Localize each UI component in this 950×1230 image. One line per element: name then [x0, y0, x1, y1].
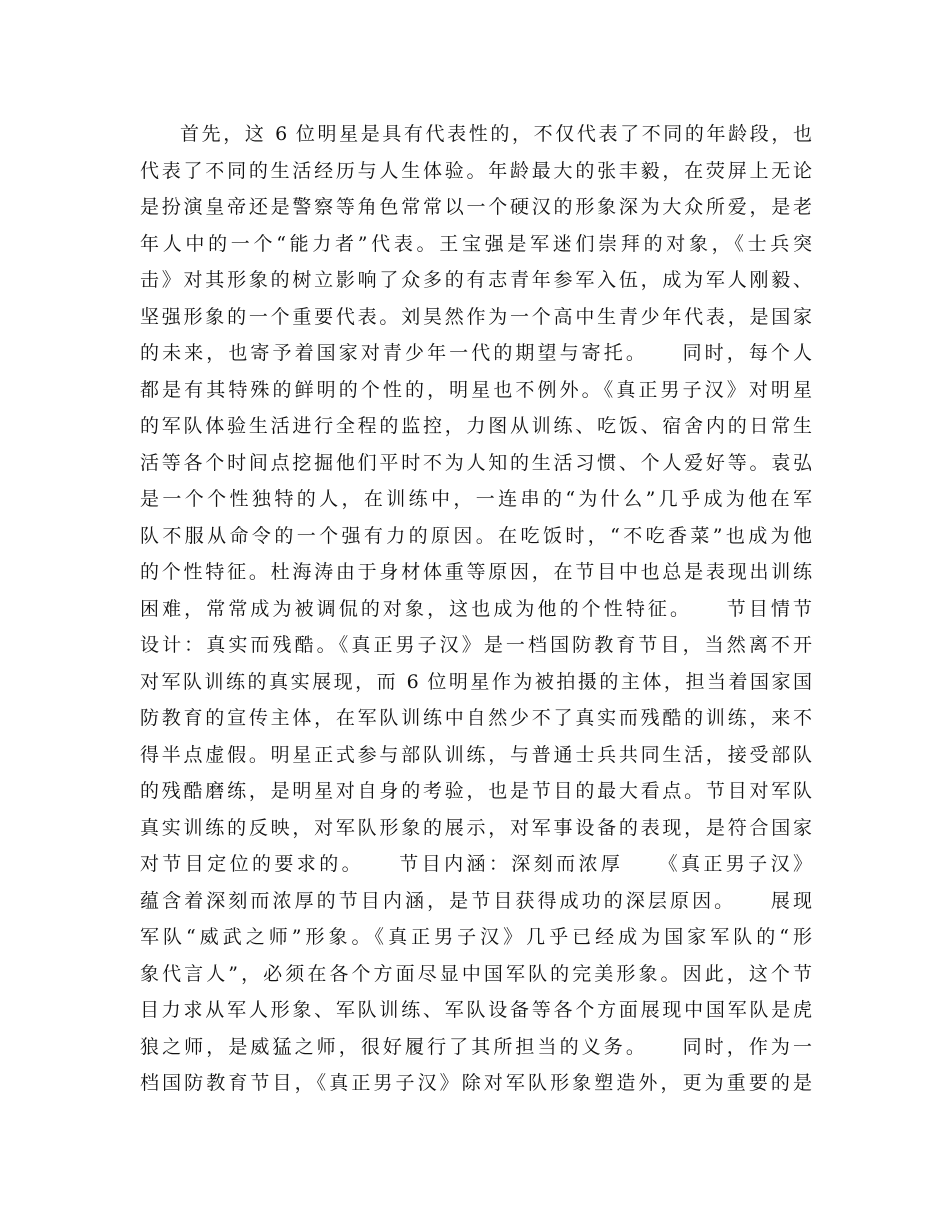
text-line: 象代言人”，必须在各个方面尽显中国军队的完美形象。因此，这个节 — [140, 962, 812, 985]
text-line: 设计：真实而残酷。《真正男子汉》是一档国防教育节目，当然离不开 — [140, 634, 812, 656]
text-line: 的军队体验生活进行全程的监控，力图从训练、吃饭、宿舍内的日常生 — [140, 415, 812, 437]
text-line: 首先，这 6 位明星是具有代表性的，不仅代表了不同的年龄段，也 — [180, 123, 812, 145]
text-line: 的未来，也寄予着国家对青少年一代的期望与寄托。 同时，每个人 — [140, 342, 812, 364]
text-line: 真实训练的反映，对军队形象的展示，对军事设备的表现，是符合国家 — [140, 816, 812, 839]
text-line: 狼之师，是威猛之师，很好履行了其所担当的义务。 同时，作为一 — [140, 1035, 812, 1058]
text-line: 的残酷磨练，是明星对自身的考验，也是节目的最大看点。节目对军队 — [140, 780, 812, 802]
text-line: 档国防教育节目，《真正男子汉》除对军队形象塑造外，更为重要的是 — [140, 1072, 812, 1094]
text-line: 代表了不同的生活经历与人生体验。年龄最大的张丰毅，在荧屏上无论 — [140, 159, 812, 182]
text-line: 队不服从命令的一个强有力的原因。在吃饭时，“不吃香菜”也成为他 — [140, 524, 812, 547]
text-line: 对军队训练的真实展现，而 6 位明星作为被拍摄的主体，担当着国家国 — [140, 670, 812, 693]
text-line: 困难，常常成为被调侃的对象，这也成为他的个性特征。 节目情节 — [140, 597, 812, 620]
text-line: 的个性特征。杜海涛由于身材体重等原因，在节目中也总是表现出训练 — [140, 561, 812, 583]
text-line: 活等各个时间点挖掘他们平时不为人知的生活习惯、个人爱好等。袁弘 — [140, 451, 812, 474]
text-line: 坚强形象的一个重要代表。刘昊然作为一个高中生青少年代表，是国家 — [140, 305, 812, 328]
text-line: 年人中的一个“能力者”代表。王宝强是军迷们崇拜的对象，《士兵突 — [140, 232, 812, 255]
text-line: 都是有其特殊的鲜明的个性的，明星也不例外。《真正男子汉》对明星 — [140, 378, 812, 401]
text-line: 目力求从军人形象、军队训练、军队设备等各个方面展现中国军队是虎 — [140, 999, 812, 1021]
text-line: 是扮演皇帝还是警察等角色常常以一个硬汉的形象深为大众所爱，是老 — [140, 196, 812, 218]
body-text — [140, 116, 812, 1102]
text-line: 对节目定位的要求的。 节目内涵：深刻而浓厚 《真正男子汉》 — [140, 853, 812, 875]
text-line: 军队“威武之师”形象。《真正男子汉》几乎已经成为国家军队的“形 — [140, 926, 812, 948]
text-line: 击》对其形象的树立影响了众多的有志青年参军入伍，成为军人刚毅、 — [140, 269, 812, 291]
text-line: 蕴含着深刻而浓厚的节目内涵，是节目获得成功的深层原因。 展现 — [140, 889, 812, 912]
text-line: 防教育的宣传主体，在军队训练中自然少不了真实而残酷的训练，来不 — [140, 707, 812, 729]
text-line: 是一个个性独特的人，在训练中，一连串的“为什么”几乎成为他在军 — [140, 488, 812, 510]
text-line: 得半点虚假。明星正式参与部队训练，与普通士兵共同生活，接受部队 — [140, 743, 812, 766]
